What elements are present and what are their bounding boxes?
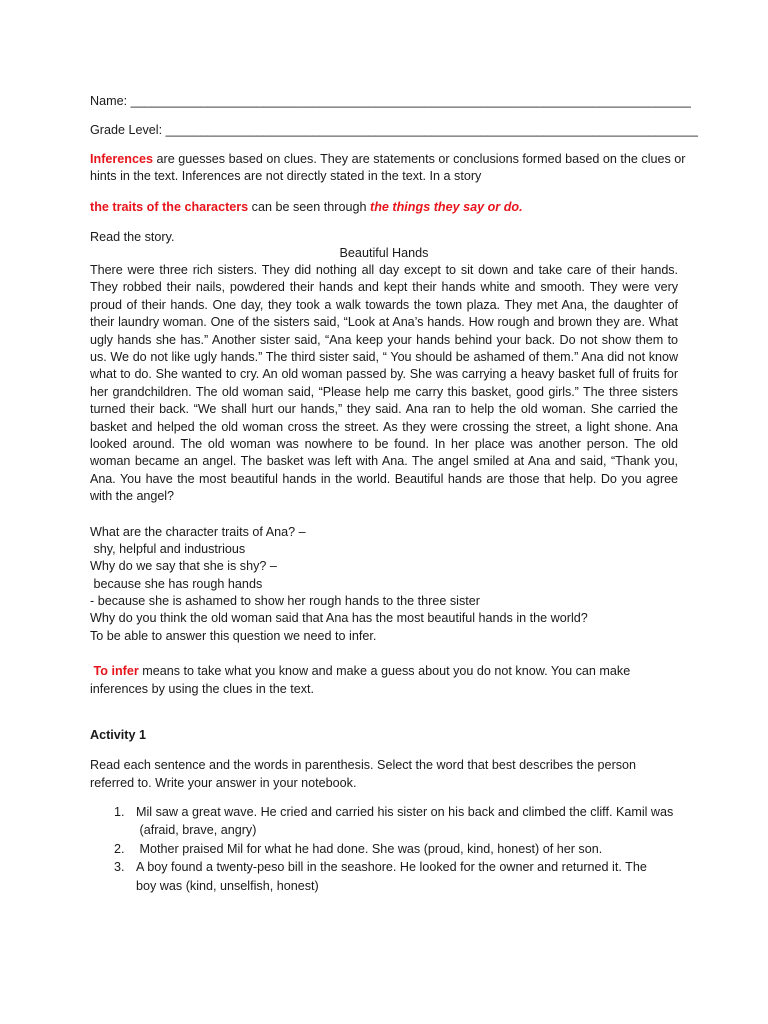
list-item [90, 840, 678, 858]
inferences-definition-text: are guesses based on clues. They are statements or conclusions formed based on the clues or [153, 152, 686, 166]
inferences-definition-line1 [90, 151, 686, 168]
list-item [90, 803, 678, 840]
qa-line: What are the character traits of Ana? – [90, 525, 306, 539]
qa-line: To be able to answer this question we need to infer. [90, 629, 377, 643]
item-text-cont: boy was (kind, unselfish, honest) [136, 878, 319, 893]
qa-line: Why do we say that she is shy? – [90, 559, 277, 573]
activity-instructions-line2: referred to. Write your answer in your notebook. [90, 776, 357, 790]
item-text-cont: (afraid, brave, angry) [136, 823, 257, 838]
list-item [90, 858, 678, 895]
traits-statement [90, 199, 523, 216]
inferences-term: Inferences [90, 152, 153, 166]
activity-items-list [90, 803, 678, 895]
activity-instructions-line1: Read each sentence and the words in parenthesis. Select the word that best describes the person [90, 758, 637, 772]
item-text: Mil saw a great wave. He cried and carried his sister on his back and climbed the cliff. Kamil was [136, 805, 674, 819]
item-number: 3. [114, 860, 125, 875]
traits-emphasis: the things they say or do. [370, 200, 523, 214]
item-text: Mother praised Mil for what he had done. She was (proud, kind, honest) of her son. [136, 841, 603, 856]
item-number: 1. [114, 805, 125, 819]
qa-line: shy, helpful and industrious [90, 542, 246, 556]
story-title: Beautiful Hands [339, 246, 429, 260]
to-infer-definition-line2: inferences by using the clues in the text. [90, 682, 315, 696]
qa-line: - because she is ashamed to show her rough hands to the three sister [90, 594, 480, 608]
to-infer-definition-line1 [90, 663, 630, 680]
item-text: A boy found a twenty-peso bill in the seashore. He looked for the owner and returned it. The [136, 860, 647, 875]
grade-level-field-line: Grade Level: ____________________________________________________________________________ [90, 123, 698, 137]
traits-term: the traits of the characters [90, 200, 249, 214]
read-story-instruction: Read the story. [90, 230, 175, 244]
qa-line: Why do you think the old woman said that Ana has the most beautiful hands in the world? [90, 611, 588, 625]
to-infer-term: To infer [90, 664, 139, 678]
inferences-definition-line2: hints in the text. Inferences are not directly stated in the text. In a story [90, 169, 482, 183]
name-field-line: Name: ________________________________________________________________________________ [90, 94, 691, 108]
traits-connector: can be seen through [248, 200, 371, 214]
qa-line: because she has rough hands [90, 577, 263, 591]
item-number: 2. [114, 841, 125, 856]
to-infer-text: means to take what you know and make a guess about you do not know. You can make [138, 664, 631, 678]
activity-title: Activity 1 [90, 728, 146, 742]
story-body: There were three rich sisters. They did nothing all day except to sit down and take care of their hands. They robbed their nails, powdered their hands and kept their hands white and smooth. They were very proud of their hands. One day, they took a walk towards the town plaza. They met Ana, the daughter of their laundry woman. One of the sisters said, “Look at Ana’s hands. How rough and brown they are. What ugly hands she has.” Another sister said, “Ana keep your hands behind your back. Do not show them to us. We do not like ugly hands.” The third sister said, “ You should be ashamed of them.” Ana did not know what to do. She wanted to cry. An old woman passed by. She was carrying a heavy basket full of fruits for her grandchildren. The old woman said, “Please help me carry this basket, good girls.” The three sisters turned their back. “We shall hurt our hands,” they said. Ana ran to help the old woman. She carried the basket and helped the old woman cross the street. As they were crossing the street, a light shone. Ana looked around. The old woman was nowhere to be found. In her place was another person. The old woman became an angel. The basket was left with Ana. The angel smiled at Ana and said, “Thank you, Ana. You have the most beautiful hands in the world. Beautiful hands are those that help. Do you agree with the angel? [90, 263, 678, 504]
